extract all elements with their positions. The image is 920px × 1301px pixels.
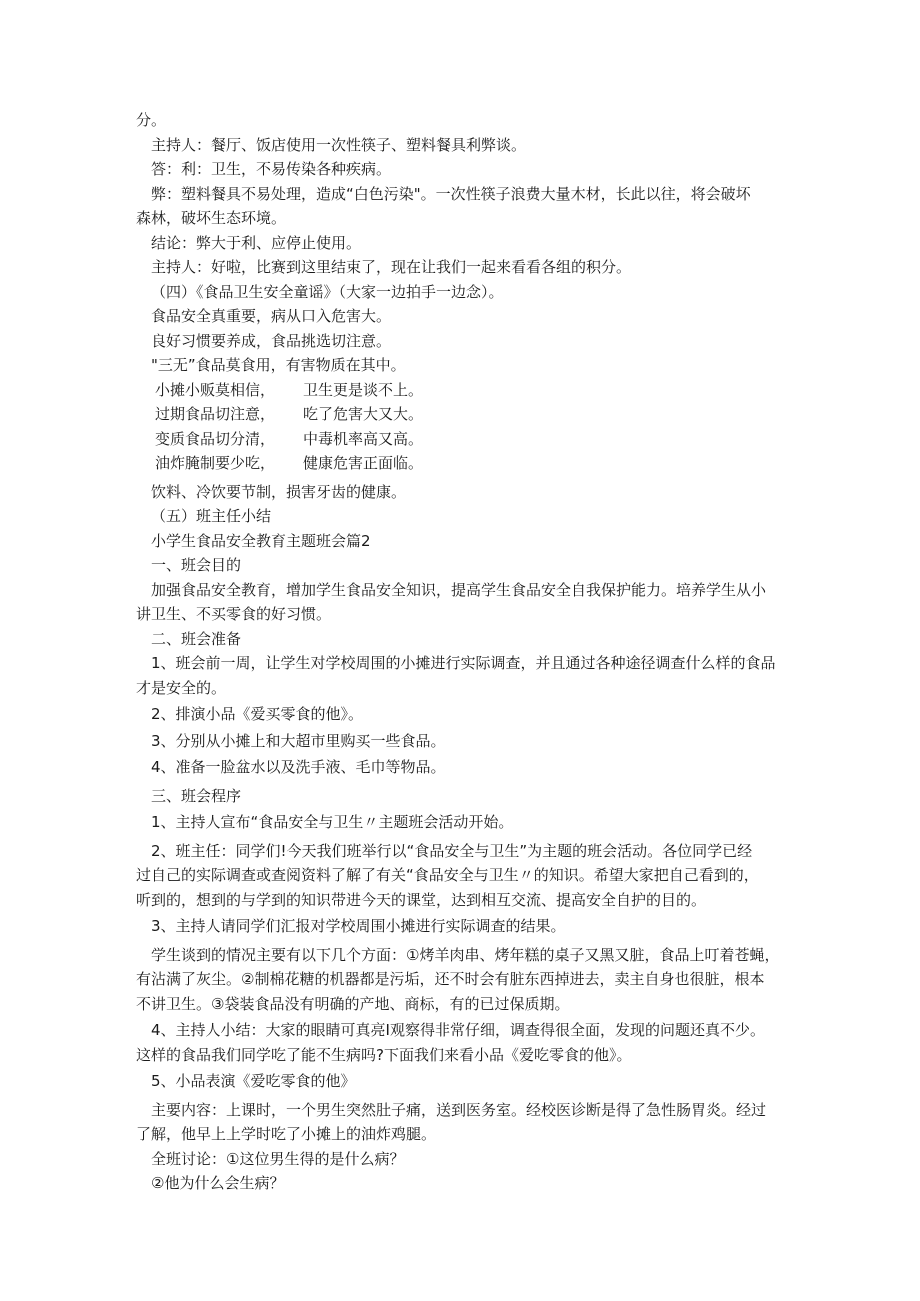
- text-line: 讲卫生、不买零食的好习惯。: [136, 605, 332, 623]
- rhyme-half: 变质食品切分清，: [155, 429, 276, 448]
- document-body: [136, 108, 796, 1196]
- text-line: 分。: [136, 111, 167, 129]
- rhyme-line: 饮料、冷饮要节制，损害牙齿的健康。: [151, 482, 407, 501]
- text-line: 主持人：餐厅、饭店使用一次性筷子、塑料餐具利弊谈。: [151, 135, 527, 154]
- numbered-item: 3、主持人请同学们汇报对学校周围小摊进行实际调查的结果。: [151, 917, 566, 935]
- rhyme-couplet: [136, 451, 796, 476]
- text-line: 不讲卫生。③袋装食品没有明确的产地、商标，有的已过保质期。: [136, 994, 570, 1013]
- text-line: 学生谈到的情况主要有以下几个方面：①烤羊肉串、烤年糕的桌子又黑又脏，食品上叮着苍蝇，: [151, 945, 780, 964]
- numbered-item: 1、班会前一周，让学生对学校周围的小摊进行实际调查，并且通过各种途径调查什么样的食品: [151, 654, 776, 672]
- rhyme-line: "三无”食品莫食用，有害物质在其中。: [151, 356, 406, 374]
- numbered-item: 2、排演小品《爱买零食的他》。: [151, 705, 364, 723]
- text-line: 加强食品安全教育，增加学生食品安全知识，提高学生食品安全自我保护能力。培养学生从小: [151, 580, 767, 599]
- section-heading: （五）班主任小结: [151, 507, 272, 525]
- section-heading: 二、班会准备: [151, 629, 242, 648]
- text-line: 了解，他早上上学时吃了小摊上的油炸鸡腿。: [136, 1125, 437, 1143]
- numbered-item: 4、准备一脸盆水以及洗手液、毛巾等物品。: [151, 758, 446, 776]
- article-title: 小学生食品安全教育主题班会篇2: [151, 531, 371, 550]
- text-line: 有沾满了灰尘。②制棉花糖的机器都是污垢，还不时会有脏东西掉进去，卖主自身也很脏，根本: [136, 970, 765, 988]
- text-line: 听到的，想到的与学到的知识带进今天的课堂，达到相互交流、提高安全自护的目的。: [136, 890, 707, 909]
- text-line: 主要内容：上课时，一个男生突然肚子痛，送到医务室。经校医诊断是得了急性肠胃炎。经过: [151, 1100, 767, 1119]
- rhyme-half: 过期食品切注意，: [155, 405, 276, 423]
- rhyme-couplet: [136, 378, 796, 403]
- text-line: ②他为什么会生病？: [151, 1174, 285, 1192]
- numbered-item: 1、主持人宣布“食品安全与卫生〃主题班会活动开始。: [151, 813, 514, 831]
- section-heading: （四）《食品卫生安全童谣》（大家一边拍手一边念）。: [151, 282, 504, 301]
- text-line: 这样的食品我们同学吃了能不生病吗?下面我们来看小品《爱吃零食的他》。: [136, 1045, 632, 1064]
- text-line: 过自己的实际调查或查阅资料了解了有关“食品安全与卫生〃的知识。希望大家把自己看到的，: [136, 866, 759, 884]
- text-line: 答：利：卫生，不易传染各种疾病。: [151, 160, 392, 178]
- text-line: 全班讨论：①这位男生得的是什么病？: [151, 1149, 405, 1168]
- rhyme-half: 中毒机率高又高。: [303, 429, 424, 448]
- rhyme-line: 良好习惯要养成，食品挑选切注意。: [151, 331, 392, 350]
- rhyme-line: 食品安全真重要，病从口入危害大。: [151, 307, 392, 325]
- text-line: 弊：塑料餐具不易处理，造成“白色污染"。一次性筷子浪费大量木材，长此以往，将会破坏: [151, 184, 751, 203]
- section-heading: 一、班会目的: [151, 556, 242, 574]
- numbered-item: 2、班主任：同学们!今天我们班举行以“食品安全与卫生”为主题的班会活动。各位同学已经: [151, 841, 753, 860]
- rhyme-couplet: [136, 427, 796, 452]
- numbered-item: 4、主持人小结：大家的眼睛可真亮I观察得非常仔细，调查得很全面，发现的问题还真不少。: [151, 1021, 765, 1039]
- text-line: 主持人：好啦，比赛到这里结束了，现在让我们一起来看看各组的积分。: [151, 258, 632, 276]
- rhyme-couplet: [136, 402, 796, 427]
- text-line: 森林，破坏生态环境。: [136, 209, 287, 227]
- numbered-item: 5、小品表演《爱吃零食的他》: [151, 1072, 356, 1090]
- numbered-item: 3、分别从小摊上和大超市里购买一些食品。: [151, 731, 446, 750]
- rhyme-half: 卫生更是谈不上。: [303, 380, 424, 399]
- rhyme-half: 吃了危害大又大。: [303, 405, 424, 423]
- text-line: 结论：弊大于利、应停止使用。: [151, 233, 362, 252]
- rhyme-half: 健康危害正面临。: [303, 454, 424, 472]
- rhyme-half: 小摊小贩莫相信，: [155, 380, 276, 399]
- text-line: 才是安全的。: [136, 678, 227, 697]
- section-heading: 三、班会程序: [151, 786, 242, 805]
- rhyme-half: 油炸腌制要少吃，: [155, 454, 276, 472]
